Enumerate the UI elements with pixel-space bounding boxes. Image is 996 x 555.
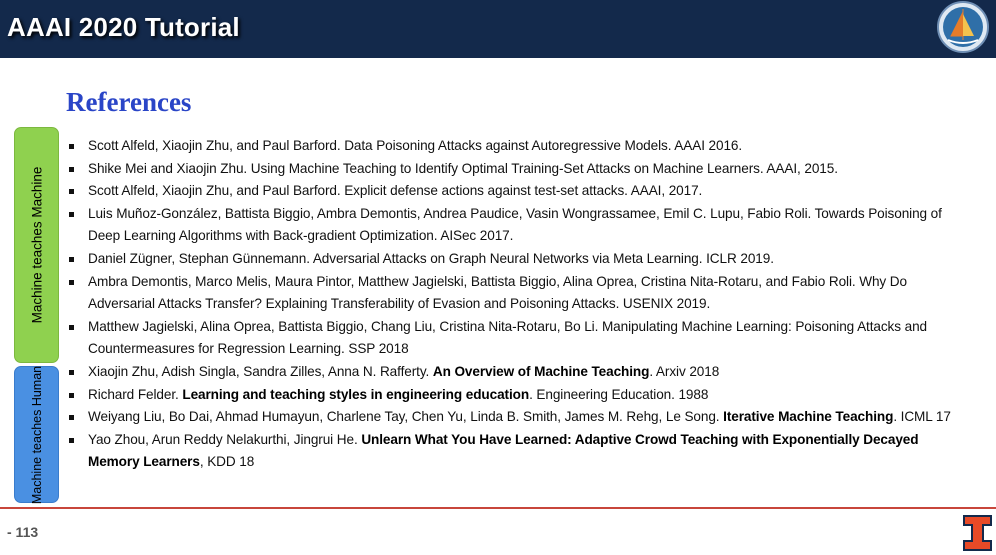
reference-text: Luis Muñoz-González, Battista Biggio, Ambra Demontis, Andrea Paudice, Vasin Wongrassamee, Emil C. Lupu, Fabio Roli. Towards Poisoning of Deep Learning Algorithms with Back-gradient Optimization. AISec 2017. xyxy=(88,205,942,244)
footer-divider xyxy=(0,507,996,509)
reference-item xyxy=(68,384,952,407)
reference-item xyxy=(68,180,952,203)
reference-item xyxy=(68,203,952,248)
slide-title: References xyxy=(66,87,192,117)
reference-text: Yao Zhou, Arun Reddy Nelakurthi, Jingrui He. xyxy=(88,431,362,447)
bullet-icon xyxy=(69,370,74,375)
bullet-icon xyxy=(69,144,74,149)
reference-text: . ICML 17 xyxy=(893,409,951,425)
reference-text: Daniel Zügner, Stephan Günnemann. Adversarial Attacks on Graph Neural Networks via Meta Learning. ICLR 2019. xyxy=(88,250,774,266)
reference-text: Weiyang Liu, Bo Dai, Ahmad Humayun, Charlene Tay, Chen Yu, Linda B. Smith, James M. Rehg, Le Song. xyxy=(88,409,724,425)
bullet-icon xyxy=(69,438,74,443)
reference-item xyxy=(68,316,952,361)
bullet-icon xyxy=(69,280,74,285)
reference-text: . Engineering Education. 1988 xyxy=(529,386,709,402)
reference-list xyxy=(68,135,952,474)
reference-text: Matthew Jagielski, Alina Oprea, Battista Biggio, Chang Liu, Cristina Nita-Rotaru, Bo Li. Manipulating Machine Learning: Poisoning Attacks and Countermeasures for Regression Learning. SSP 2018 xyxy=(88,318,927,357)
bullet-icon xyxy=(69,167,74,172)
reference-text: , KDD 18 xyxy=(199,454,255,470)
reference-title-bold: Learning and teaching styles in engineering education xyxy=(182,386,530,402)
bullet-icon xyxy=(69,325,74,330)
machine-teaches-machine-tab xyxy=(14,127,59,363)
reference-item xyxy=(68,361,952,384)
reference-text: Xiaojin Zhu, Adish Singla, Sandra Zilles, Anna N. Rafferty. xyxy=(88,363,433,379)
reference-item xyxy=(68,135,952,158)
bullet-icon xyxy=(69,257,74,262)
page-number: - 113 xyxy=(7,524,39,540)
machine-teaches-human-tab xyxy=(14,366,59,503)
bullet-icon xyxy=(69,189,74,194)
illinois-block-i-icon xyxy=(963,515,992,551)
reference-text: Richard Felder. xyxy=(88,386,183,402)
reference-text: . Arxiv 2018 xyxy=(649,363,720,379)
machine-teaches-human-label: Machine teaches Human xyxy=(29,365,44,504)
reference-item xyxy=(68,429,952,474)
reference-text: Shike Mei and Xiaojin Zhu. Using Machine Teaching to Identify Optimal Training-Set Attacks on Machine Learners. AAAI, 2015. xyxy=(88,160,838,176)
machine-teaches-machine-label: Machine teaches Machine xyxy=(29,166,44,324)
conference-logo-icon xyxy=(936,0,990,54)
reference-item xyxy=(68,248,952,271)
reference-item xyxy=(68,158,952,181)
reference-title-bold: An Overview of Machine Teaching xyxy=(432,363,650,379)
bullet-icon xyxy=(69,393,74,398)
header-title: AAAI 2020 Tutorial xyxy=(7,12,240,42)
reference-text: Ambra Demontis, Marco Melis, Maura Pintor, Matthew Jagielski, Battista Biggio, Alina Oprea, Cristina Nita-Rotaru, and Fabio Roli. Why Do Adversarial Attacks Transfer? Explaining Transferability of Evasion and Poisoning Attacks. USENIX 2019. xyxy=(88,273,907,312)
reference-item xyxy=(68,406,952,429)
bullet-icon xyxy=(69,415,74,420)
reference-title-bold: Iterative Machine Teaching xyxy=(723,409,894,425)
reference-title-bold: Unlearn What You Have Learned: Adaptive Crowd Teaching with Exponentially Decayed Memory Learners xyxy=(88,431,919,470)
bullet-icon xyxy=(69,212,74,217)
slide-header xyxy=(0,0,996,58)
reference-text: Scott Alfeld, Xiaojin Zhu, and Paul Barford. Data Poisoning Attacks against Autoregressive Models. AAAI 2016. xyxy=(88,138,743,153)
reference-item xyxy=(68,271,952,316)
reference-text: Scott Alfeld, Xiaojin Zhu, and Paul Barford. Explicit defense actions against test-set attacks. AAAI, 2017. xyxy=(88,183,703,199)
